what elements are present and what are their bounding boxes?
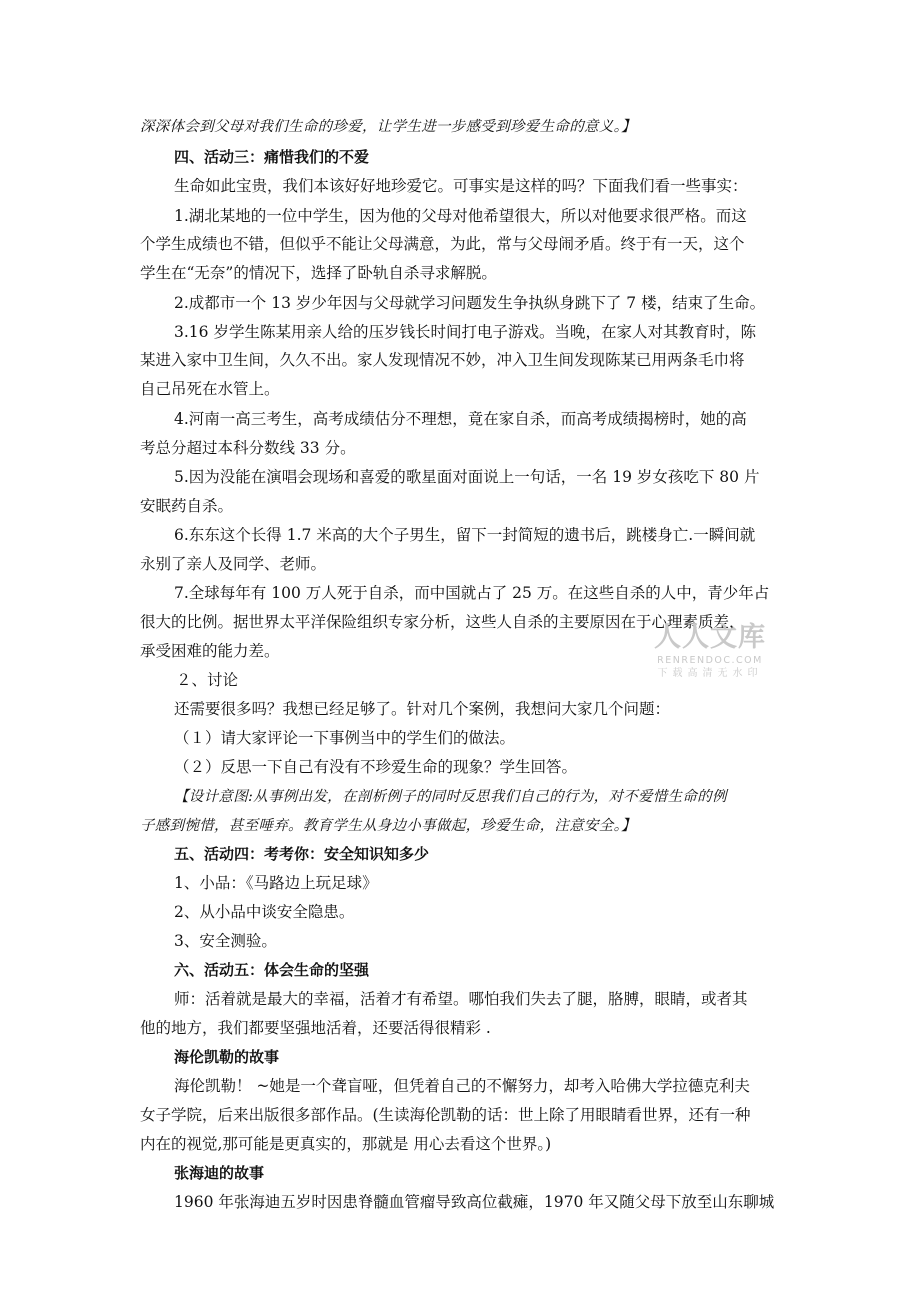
watermark: [640, 622, 780, 681]
paragraph-line: 安眠药自杀。: [140, 497, 234, 515]
paragraph-line: 很大的比例。据世界太平洋保险组织专家分析，这些人自杀的主要原因在于心理素质差，: [140, 613, 745, 631]
section-heading: 六、活动五：体会生命的坚强: [174, 961, 370, 979]
list-item: 2、从小品中谈安全隐患。: [174, 903, 355, 921]
subsection-heading: ２、讨论: [176, 671, 239, 689]
paragraph-line: 承受困难的能力差。: [140, 642, 280, 660]
paragraph-line: 内在的视觉,那可能是更真实的，那就是 用心去看这个世界。): [140, 1135, 552, 1153]
list-item: 3、安全测验。: [174, 932, 277, 950]
paragraph-line: 1960 年张海迪五岁时因患脊髓血管瘤导致高位截瘫，1970 年又随父母下放至山东聊城: [174, 1193, 775, 1211]
paragraph-line: 某进入家中卫生间，久久不出。家人发现情况不妙，冲入卫生间发现陈某已用两条毛巾将: [140, 351, 745, 369]
paragraph-line: 还需要很多吗？我想已经足够了。针对几个案例，我想问大家几个问题：: [174, 700, 671, 718]
paragraph-line: 5.因为没能在演唱会现场和喜爱的歌星面对面说上一句话，一名 19 岁女孩吃下 80 片: [174, 468, 760, 486]
watermark-tagline: 下载高清无水印: [657, 668, 763, 679]
paragraph-line: 7.全球每年有 100 万人死于自杀，而中国就占了 25 万。在这些自杀的人中，青少年占: [174, 584, 770, 602]
paragraph-line: 个学生成绩也不错，但似乎不能让父母满意，为此，常与父母闹矛盾。终于有一天，这个: [140, 235, 745, 253]
question-line: （１）请大家评论一下事例当中的学生们的做法。: [174, 729, 516, 747]
design-intent-line: 子感到惋惜，甚至唾弃。教育学生从身边小事做起，珍爱生命，注意安全。】: [140, 818, 636, 834]
paragraph-line: 生命如此宝贵，我们本该好好地珍爱它。可事实是这样的吗？下面我们看一些事实：: [174, 177, 748, 195]
story-heading: 张海迪的故事: [174, 1164, 265, 1182]
section-heading: 四、活动三：痛惜我们的不爱: [174, 148, 370, 166]
list-item: 1、小品：《马路边上玩足球》: [174, 874, 378, 892]
paragraph-line: 学生在“无奈”的情况下，选择了卧轨自杀寻求解脱。: [140, 264, 497, 282]
paragraph-line: 4.河南一高三考生，高考成绩估分不理想，竟在家自杀，而高考成绩揭榜时，她的高: [174, 410, 747, 428]
paragraph-line: 永别了亲人及同学、老师。: [140, 555, 327, 573]
paragraph-line: 6.东东这个长得 1.7 米高的大个子男生，留下一封简短的遗书后，跳楼身亡.一瞬间就: [174, 526, 756, 544]
paragraph-line: 2.成都市一个 13 岁少年因与父母就学习问题发生争执纵身跳下了 7 楼，结束了生命。: [174, 294, 766, 312]
paragraph-line: 1.湖北某地的一位中学生，因为他的父母对他希望很大，所以对他要求很严格。而这: [174, 207, 747, 225]
question-line: （２）反思一下自己有没有不珍爱生命的现象？学生回答。: [174, 758, 578, 776]
watermark-url: RENRENDOC.COM: [657, 655, 763, 666]
paragraph-line: 考总分超过本科分数线 33 分。: [140, 439, 356, 457]
paragraph-line: 师：活着就是最大的幸福，活着才有希望。哪怕我们失去了腿，胳膊，眼睛，或者其: [174, 990, 748, 1008]
design-intent-line: 【设计意图:从事例出发，在剖析例子的同时反思我们自己的行为，对不爱惜生命的例: [174, 789, 727, 805]
paragraph-line: 3.16 岁学生陈某用亲人给的压岁钱长时间打电子游戏。当晚，在家人对其教育时，陈: [174, 323, 756, 341]
paragraph-line: 深深体会到父母对我们生命的珍爱，让学生进一步感受到珍爱生命的意义。】: [140, 119, 636, 135]
watermark-logo-text: 人人文库: [654, 622, 766, 653]
paragraph-line: 女子学院，后来出版很多部作品。(生读海伦凯勒的话：世上除了用眼睛看世界，还有一种: [140, 1106, 751, 1124]
paragraph-line: 他的地方，我们都要坚强地活着，还要活得很精彩 .: [140, 1019, 491, 1037]
story-heading: 海伦凯勒的故事: [174, 1048, 280, 1066]
paragraph-line: 海伦凯勒！ ~她是一个聋盲哑，但凭着自己的不懈努力，却考入哈佛大学拉德克利夫: [174, 1077, 750, 1095]
paragraph-line: 自己吊死在水管上。: [140, 380, 280, 398]
section-heading: 五、活动四：考考你：安全知识知多少: [174, 845, 430, 863]
